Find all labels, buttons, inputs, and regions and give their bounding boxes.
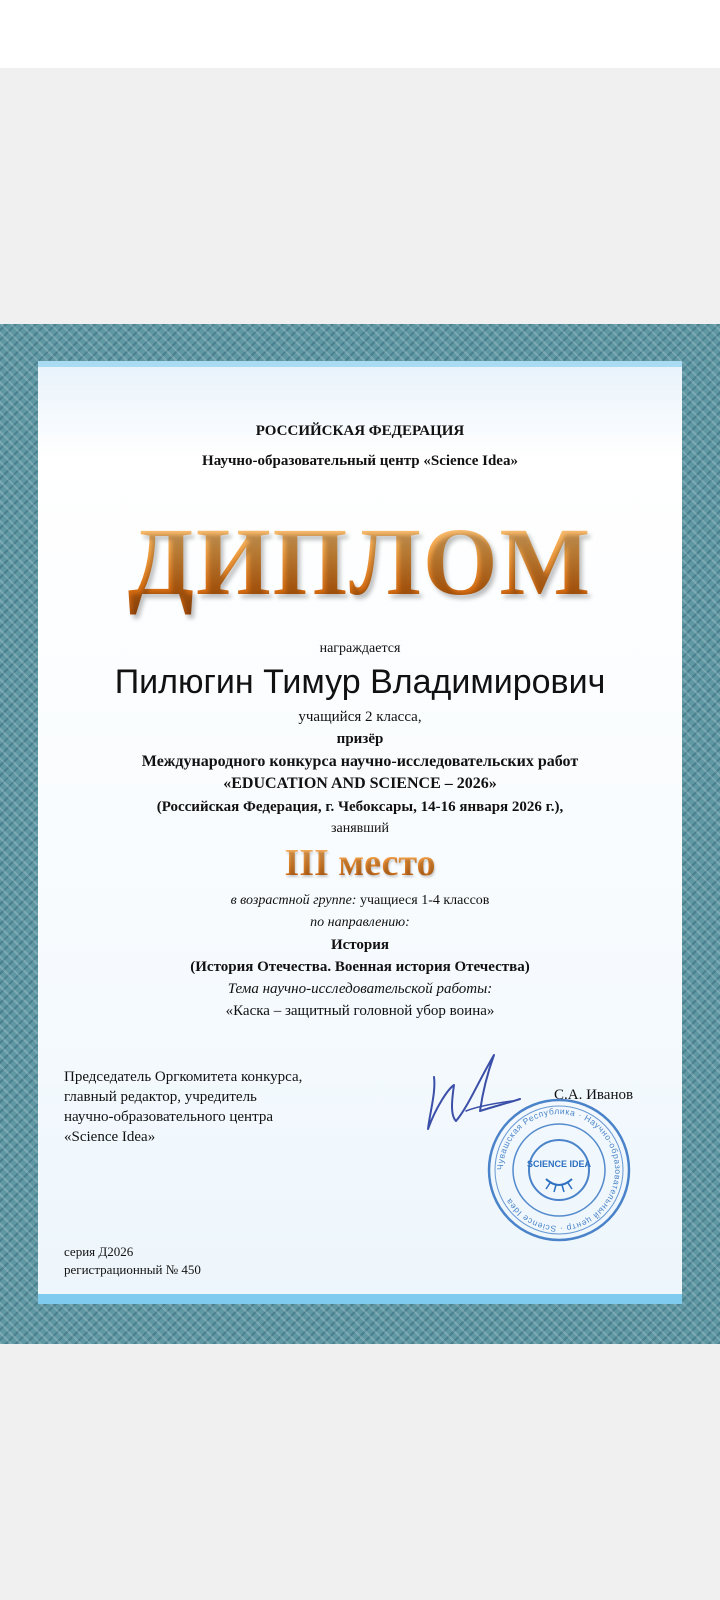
subject: История bbox=[330, 937, 390, 953]
series-number: серия Д2026 bbox=[64, 1244, 134, 1259]
topic-label: Тема научно-исследовательской работы: bbox=[227, 981, 493, 997]
place-award: III место bbox=[38, 841, 682, 885]
award-status: призёр bbox=[336, 731, 384, 747]
chair-line: главный редактор, учредитель bbox=[64, 1089, 257, 1105]
age-group-label: в возрастной группе: bbox=[230, 893, 357, 908]
svg-text:Чувашская Республика · Научно- bbox=[495, 1106, 623, 1234]
diploma-frame bbox=[0, 324, 720, 1344]
contest-name-line1: Международного конкурса научно-исследовательских работ bbox=[141, 753, 579, 770]
organization-heading: Научно-образовательный центр «Science Idea» bbox=[202, 453, 518, 469]
recipient-name: Пилюгин Тимур Владимирович bbox=[114, 663, 606, 701]
contest-location-date: (Российская Федерация, г. Чебоксары, 14-16 января 2026 г.), bbox=[156, 799, 564, 815]
diploma-sheet bbox=[38, 361, 682, 1304]
signer-name: С.А. Иванов bbox=[554, 1087, 634, 1103]
chair-line: Председатель Оргкомитета конкурса, bbox=[64, 1069, 303, 1085]
chair-block bbox=[64, 1067, 354, 1147]
awarded-label: награждается bbox=[319, 641, 401, 656]
recipient-grade: учащийся 2 класса, bbox=[298, 709, 422, 725]
country-heading: РОССИЙСКАЯ ФЕДЕРАЦИЯ bbox=[255, 423, 465, 439]
age-group-line bbox=[38, 893, 682, 909]
age-group-value: учащиеся 1-4 классов bbox=[356, 893, 490, 908]
diploma-title: ДИПЛОМ bbox=[38, 507, 682, 617]
status-bar-area bbox=[0, 0, 720, 68]
subject-detail: (История Отечества. Военная история Отечества) bbox=[190, 959, 530, 975]
chair-line: «Science Idea» bbox=[64, 1129, 156, 1145]
series-block bbox=[64, 1243, 201, 1279]
seal-center-text: SCIENCE IDEA bbox=[526, 1159, 592, 1169]
organization-seal bbox=[486, 1097, 632, 1243]
registration-number: регистрационный № 450 bbox=[64, 1262, 201, 1277]
direction-label: по направлению: bbox=[310, 915, 410, 930]
topic: «Каска – защитный головной убор воина» bbox=[225, 1003, 495, 1019]
seal-ring-text: Чувашская Республика · Научно-образовательный центр · Science Idea bbox=[494, 1105, 624, 1235]
occupied-label: занявший bbox=[330, 821, 390, 836]
contest-name-line2: «EDUCATION AND SCIENCE – 2026» bbox=[223, 775, 497, 792]
chair-line: научно-образовательного центра bbox=[64, 1109, 273, 1125]
